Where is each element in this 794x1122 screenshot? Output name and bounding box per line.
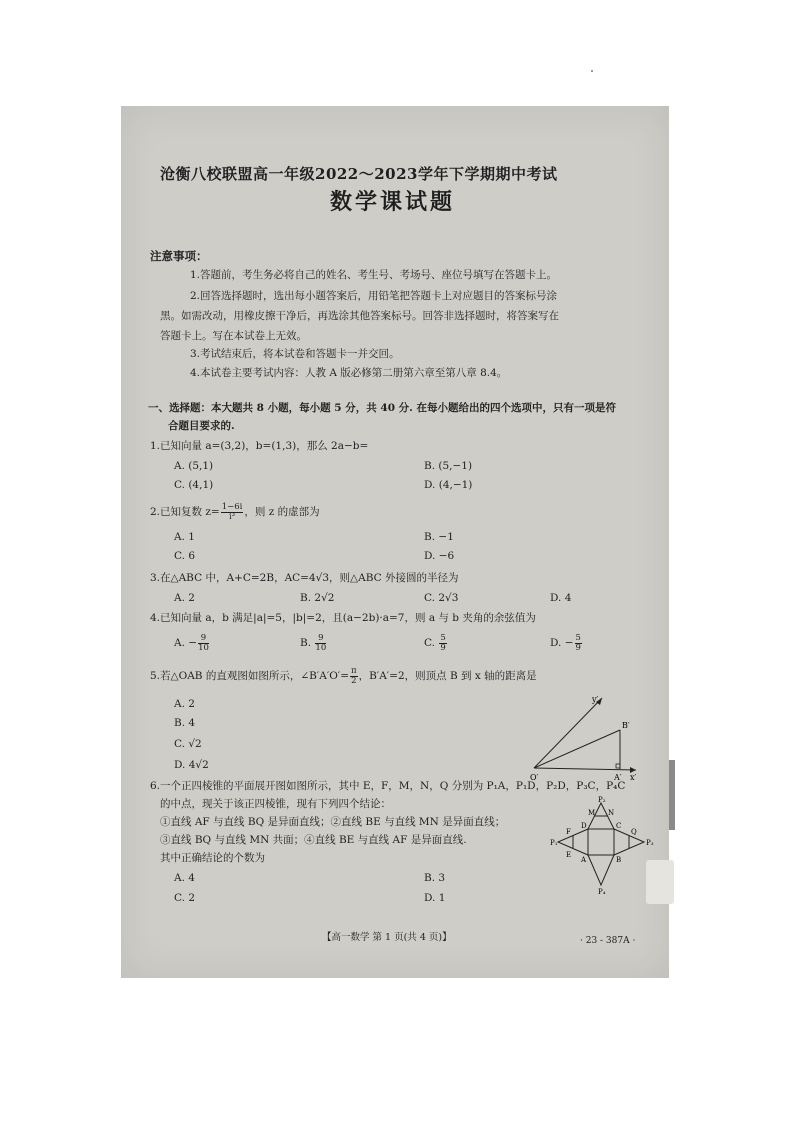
base-square bbox=[588, 829, 614, 855]
page-footer: 【高一数学 第 1 页(共 4 页)】 bbox=[322, 932, 452, 943]
q3-option-a: A. 2 bbox=[174, 592, 195, 604]
scan-dot bbox=[591, 70, 593, 72]
label-b: B bbox=[616, 856, 622, 864]
label-m: M bbox=[588, 809, 596, 817]
segment-ob bbox=[534, 730, 620, 768]
q2-option-c: C. 6 bbox=[174, 550, 196, 562]
label-n: N bbox=[608, 809, 615, 817]
q3-option-b: B. 2√2 bbox=[300, 592, 335, 604]
label-a: A bbox=[581, 856, 587, 864]
q6-option-d: D. 1 bbox=[424, 892, 446, 904]
q5-option-a: A. 2 bbox=[174, 698, 195, 710]
q6-stem-line-1: 6.一个正四棱锥的平面展开图如图所示，其中 E，F，M，N，Q 分别为 P₁A，P₁D，P₂D，P₃C，P₄C bbox=[150, 780, 626, 792]
label-p3: P₃ bbox=[646, 839, 654, 847]
label-x: x′ bbox=[630, 773, 637, 782]
q1-option-c: C. (4,1) bbox=[174, 479, 214, 491]
q6-option-a: A. 4 bbox=[174, 872, 195, 884]
label-o: O′ bbox=[530, 773, 539, 782]
q3-option-d: D. 4 bbox=[550, 592, 572, 604]
q6-stem-line-4: ③直线 BQ 与直线 MN 共面；④直线 BE 与直线 AF 是异面直线. bbox=[160, 834, 467, 846]
label-y: y′ bbox=[592, 695, 599, 704]
y-axis bbox=[534, 698, 602, 768]
q6-option-b: B. 3 bbox=[424, 872, 446, 884]
label-a: A′ bbox=[614, 773, 622, 782]
q2-stem: 2.已知复数 z= $\frac{1-6i}{\text{i³}}$ ，则 z 的虚部为 bbox=[150, 501, 320, 522]
q4-option-c: C. $\frac{5}{9}$ bbox=[424, 632, 446, 653]
notice-heading: 注意事项： bbox=[150, 249, 208, 263]
section-1-heading: 一、选择题：本大题共 8 小题，每小题 5 分，共 40 分. 在每小题给出的四个选项中，只有一项是符 bbox=[148, 402, 616, 414]
label-p1: P₁ bbox=[550, 839, 558, 847]
label-f: F bbox=[566, 828, 571, 836]
q4-stem: 4.已知向量 a，b 满足|a|=5，|b|=2，且(a−2b)·a=7，则 a 与 b 夹角的余弦值为 bbox=[150, 612, 536, 624]
q6-option-c: C. 2 bbox=[174, 892, 196, 904]
x-axis bbox=[534, 768, 636, 770]
label-p4: P₄ bbox=[598, 888, 606, 895]
q5-option-d: D. 4√2 bbox=[174, 759, 209, 771]
label-b: B′ bbox=[622, 721, 630, 730]
q2-fraction: $\frac{1-6i}{\text{i³}}$ bbox=[221, 501, 243, 522]
notice-item-2-line-1: 2.回答选择题时，选出每小题答案后，用铅笔把答题卡上对应题目的答案标号涂 bbox=[190, 290, 558, 302]
label-q: Q bbox=[631, 828, 637, 836]
notice-item-2-line-3: 答题卡上。写在本试卷上无效。 bbox=[160, 330, 307, 342]
q6-stem-line-2: 的中点，现关于该正四棱锥，现有下列四个结论： bbox=[160, 798, 391, 810]
q6-stem-line-3: ①直线 AF 与直线 BQ 是异面直线；②直线 BE 与直线 MN 是异面直线； bbox=[160, 816, 506, 828]
section-1-heading-line-2: 合题目要求的. bbox=[168, 420, 235, 432]
q4-option-a: A. − $\frac{9}{10}$ bbox=[174, 632, 209, 653]
q1-option-d: D. (4,−1) bbox=[424, 479, 473, 491]
q2-option-b: B. −1 bbox=[424, 531, 454, 543]
scan-edge bbox=[669, 760, 675, 830]
exam-title: 沧衡八校联盟高一年级2022～2023学年下学期期中考试 bbox=[160, 165, 558, 183]
q5-stem: 5.若△OAB 的直观图如图所示，∠B′A′O′= $\frac{\pi}{2}$ ，B′A′=2，则顶点 B 到 x 轴的距离是 bbox=[150, 665, 537, 686]
label-d: D bbox=[581, 822, 587, 830]
notice-item-4: 4.本试卷主要考试内容：人教 A 版必修第二册第六章至第八章 8.4。 bbox=[190, 367, 508, 379]
notice-item-3: 3.考试结束后，将本试卷和答题卡一并交回。 bbox=[190, 348, 400, 360]
q5-figure bbox=[520, 690, 640, 782]
label-p2: P₂ bbox=[598, 796, 606, 804]
q2-option-a: A. 1 bbox=[174, 531, 195, 543]
q1-stem: 1.已知向量 a=(3,2)，b=(1,3)，那么 2a−b= bbox=[150, 440, 369, 452]
exam-subtitle: 数学课试题 bbox=[330, 189, 456, 215]
face-p4 bbox=[588, 855, 614, 885]
q3-stem: 3.在△ABC 中，A+C=2B，AC=4√3，则△ABC 外接圆的半径为 bbox=[150, 572, 459, 584]
notice-item-2-line-2: 黑。如需改动，用橡皮擦干净后，再选涂其他答案标号。回答非选择题时，将答案写在 bbox=[160, 310, 559, 322]
q6-stem-line-5: 其中正确结论的个数为 bbox=[160, 852, 265, 864]
q4-option-d: D. − $\frac{5}{9}$ bbox=[550, 632, 581, 653]
label-c: C bbox=[616, 822, 622, 830]
q1-option-b: B. (5,−1) bbox=[424, 460, 473, 472]
exam-code: · 23 - 387A · bbox=[580, 936, 636, 946]
notice-item-1: 1.答题前，考生务必将自己的姓名、考生号、考场号、座位号填写在答题卡上。 bbox=[190, 269, 558, 281]
q5-option-c: C. √2 bbox=[174, 738, 202, 750]
q3-option-c: C. 2√3 bbox=[424, 592, 459, 604]
q6-figure bbox=[548, 795, 664, 895]
q2-option-d: D. −6 bbox=[424, 550, 455, 562]
q5-option-b: B. 4 bbox=[174, 717, 196, 729]
label-e: E bbox=[566, 851, 572, 859]
q1-option-a: A. (5,1) bbox=[174, 460, 214, 472]
q4-option-b: B. $\frac{9}{10}$ bbox=[300, 632, 327, 653]
